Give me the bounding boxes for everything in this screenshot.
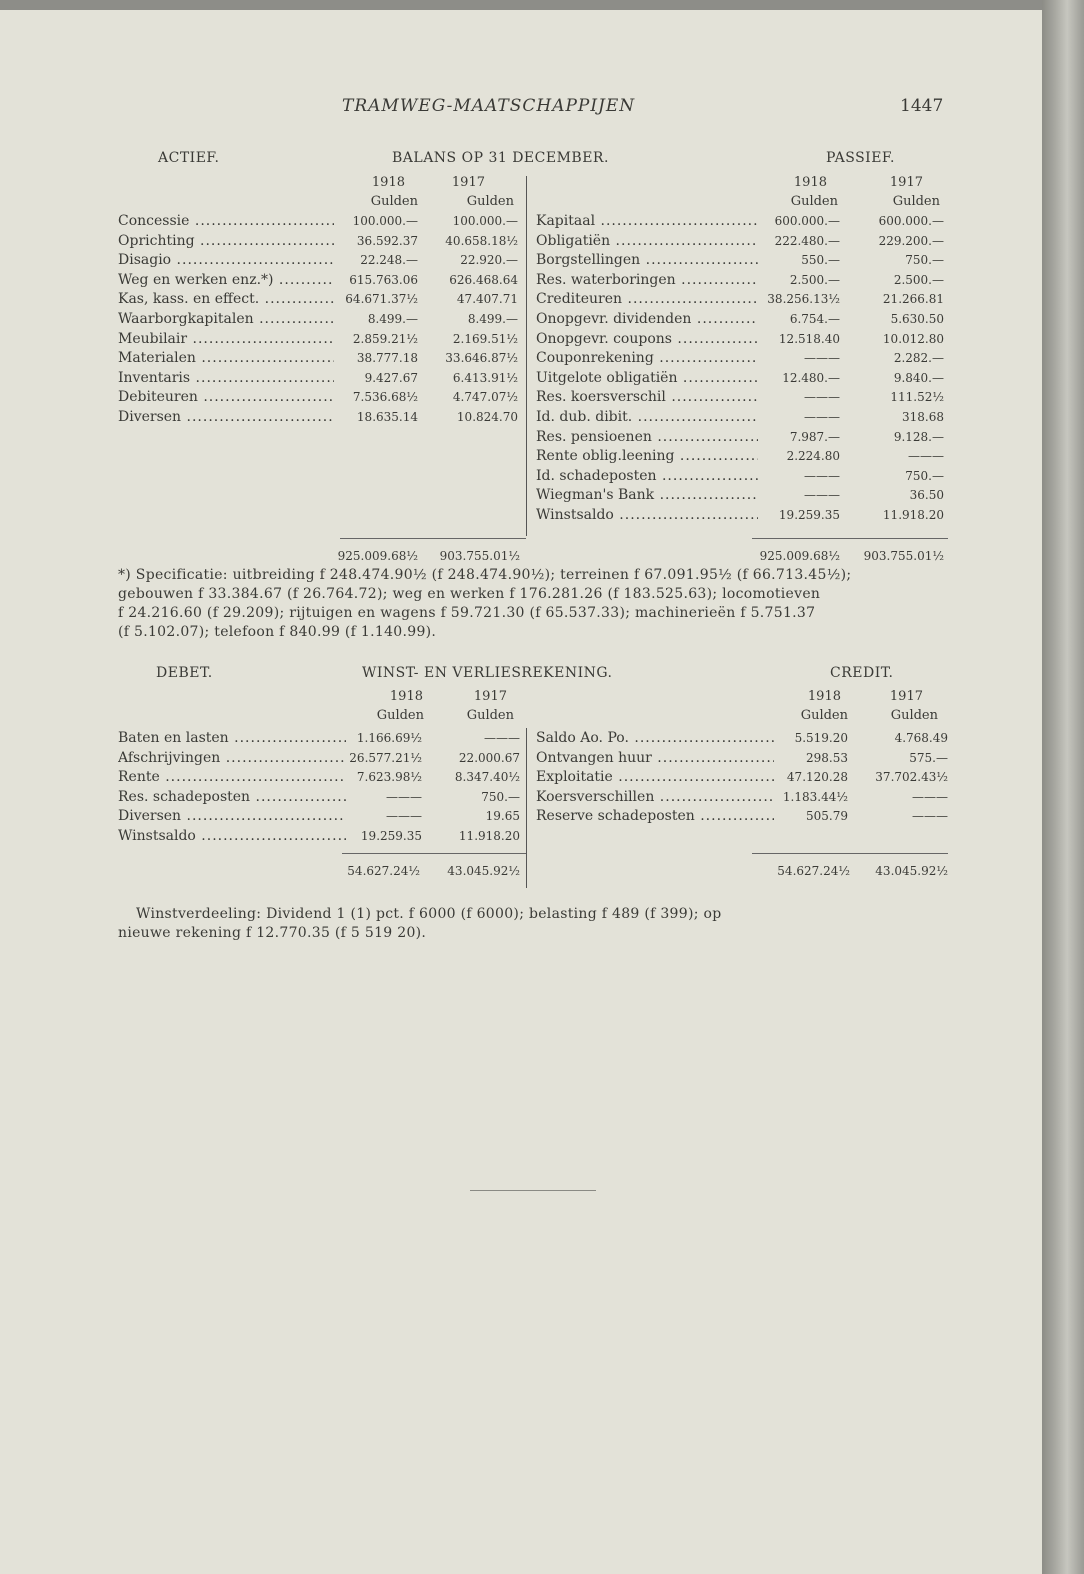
liability-label xyxy=(536,387,758,407)
asset-label-text: Diversen xyxy=(118,409,182,425)
liab-total-rule xyxy=(752,538,948,539)
liab-unit-1918: Gulden xyxy=(790,194,838,209)
credit-total-1918: 54.627.24½ xyxy=(777,864,850,878)
closing-rule xyxy=(470,1190,596,1191)
debit-value-1918: 7.623.98½ xyxy=(356,770,422,785)
credit-row xyxy=(536,787,948,807)
liability-value-1917: 2.282.— xyxy=(893,351,944,366)
liability-label-text: Crediteuren xyxy=(536,291,623,308)
credit-label-text: Saldo Ao. Po. xyxy=(536,730,629,746)
credit-value-1918: 1.183.44½ xyxy=(782,789,848,804)
liability-value-1918: ——— xyxy=(804,410,840,424)
liability-label-text: Onopgevr. dividenden xyxy=(536,311,692,327)
liability-label-text: Obligatiën xyxy=(536,232,611,249)
assets-unit-1918: Gulden xyxy=(370,194,418,209)
credit-heading: CREDIT. xyxy=(830,665,894,681)
liability-label xyxy=(536,211,758,231)
liability-label-text: Onopgevr. coupons xyxy=(536,330,672,347)
asset-value-1918: 8.499.— xyxy=(367,312,418,326)
asset-value-1918: 100.000.— xyxy=(352,214,418,228)
credit-total-rule xyxy=(752,853,948,854)
assets-total-rule xyxy=(340,538,526,539)
liability-label xyxy=(536,309,758,329)
asset-row xyxy=(118,289,518,309)
liability-value-1917: ——— xyxy=(908,449,944,464)
liability-value-1917: 750.— xyxy=(905,253,944,268)
debit-label-text: Res. schadeposten xyxy=(118,788,251,805)
liability-row xyxy=(536,427,946,447)
asset-label-text: Waarborgkapitalen xyxy=(118,311,254,327)
credit-year-1918: 1918 xyxy=(807,689,841,704)
asset-label-text: Debiteuren xyxy=(118,389,198,406)
credit-row xyxy=(536,767,948,787)
liability-row xyxy=(536,348,946,368)
distribution-line: nieuwe rekening f 12.770.35 (f 5 519 20). xyxy=(118,925,427,941)
asset-value-1917: 100.000.— xyxy=(452,214,518,228)
liability-value-1917: 9.128.— xyxy=(893,429,944,444)
liability-value-1917: 11.918.20 xyxy=(882,508,944,522)
liability-row xyxy=(536,466,946,486)
asset-value-1917: 33.646.87½ xyxy=(445,351,518,366)
liability-value-1917: 10.012.80 xyxy=(882,331,944,346)
asset-value-1917: 8.499.— xyxy=(467,312,518,326)
debit-unit-1917: Gulden xyxy=(466,708,514,723)
liability-value-1918: ——— xyxy=(804,390,840,405)
debit-label-text: Rente xyxy=(118,769,160,786)
footnote-line: (f 5.102.07); telefoon f 840.99 (f 1.140.99). xyxy=(118,624,437,640)
balance-divider xyxy=(526,176,527,536)
asset-value-1917: 10.824.70 xyxy=(456,410,518,424)
debit-label xyxy=(118,826,346,846)
asset-value-1918: 7.536.68½ xyxy=(352,390,418,405)
asset-value-1917: 2.169.51½ xyxy=(452,331,518,346)
debit-row xyxy=(118,787,522,807)
debit-value-1917: 11.918.20 xyxy=(458,829,520,843)
liability-row xyxy=(536,485,946,505)
debit-total-1918: 54.627.24½ xyxy=(347,864,420,878)
liability-label xyxy=(536,289,758,309)
asset-label-text: Oprichting xyxy=(118,232,195,249)
credit-value-1918: 505.79 xyxy=(806,809,848,824)
profit-distribution xyxy=(118,905,948,943)
liability-row xyxy=(536,250,946,270)
asset-value-1917: 4.747.07½ xyxy=(452,390,518,405)
credit-row xyxy=(536,748,948,768)
liability-value-1917: 9.840.— xyxy=(893,370,944,385)
asset-row xyxy=(118,407,518,427)
liability-label xyxy=(536,485,758,505)
assets-total-1918: 925.009.68½ xyxy=(337,549,418,563)
liability-value-1918: 550.— xyxy=(801,253,840,268)
liability-row xyxy=(536,407,946,427)
credit-row xyxy=(536,728,948,748)
footnote-line: *) Specificatie: uitbreiding f 248.474.90½ (f 248.474.90½); terreinen f 67.091.95½ (f 66.713.45½); xyxy=(118,567,852,583)
credit-row xyxy=(536,806,948,826)
page-number: 1447 xyxy=(900,96,944,116)
liability-value-1917: 21.266.81 xyxy=(882,292,944,307)
assets-year-1917: 1917 xyxy=(451,175,485,190)
pnl-divider xyxy=(526,728,527,888)
assets-total-1917: 903.755.01½ xyxy=(439,549,520,563)
balance-title: BALANS OP 31 DECEMBER. xyxy=(392,150,609,166)
credit-unit-1917: Gulden xyxy=(890,708,938,723)
debit-value-1918: ——— xyxy=(386,789,422,804)
debit-value-1917: 8.347.40½ xyxy=(454,770,520,785)
credit-unit-1918: Gulden xyxy=(800,708,848,723)
debet-heading: DEBET. xyxy=(156,665,213,681)
debit-unit-1918: Gulden xyxy=(376,708,424,723)
liab-total-1917: 903.755.01½ xyxy=(863,549,944,563)
asset-value-1918: 615.763.06 xyxy=(349,272,418,287)
credit-value-1917: 4.768.49 xyxy=(894,731,948,745)
asset-row xyxy=(118,270,518,290)
liability-label xyxy=(536,231,758,251)
asset-value-1918: 64.671.37½ xyxy=(345,292,418,307)
credit-value-1918: 47.120.28 xyxy=(786,770,848,785)
liability-value-1918: 2.500.— xyxy=(789,272,840,287)
debit-total-1917: 43.045.92½ xyxy=(447,864,520,878)
credit-value-1917: ——— xyxy=(912,809,948,824)
credit-label-text: Reserve schadeposten xyxy=(536,808,695,825)
debit-label-text: Baten en lasten xyxy=(118,730,229,746)
credit-label-text: Ontvangen huur xyxy=(536,749,652,766)
liab-total-1918: 925.009.68½ xyxy=(759,549,840,563)
asset-value-1918: 2.859.21½ xyxy=(352,331,418,346)
liability-value-1918: 600.000.— xyxy=(774,214,840,228)
liability-label xyxy=(536,270,758,290)
liability-value-1918: 6.754.— xyxy=(789,312,840,326)
asset-row xyxy=(118,387,518,407)
liability-label-text: Res. pensioenen xyxy=(536,428,652,445)
liability-value-1918: ——— xyxy=(804,351,840,366)
liability-value-1917: 111.52½ xyxy=(890,390,944,405)
debit-value-1918: 1.166.69½ xyxy=(356,731,422,745)
asset-label-text: Inventaris xyxy=(118,369,191,386)
liability-value-1918: 12.480.— xyxy=(782,370,840,385)
debit-label xyxy=(118,748,346,768)
liability-value-1918: 38.256.13½ xyxy=(767,292,840,307)
liability-label-text: Id. dub. dibit. xyxy=(536,409,633,425)
asset-value-1917: 47.407.71 xyxy=(456,292,518,307)
debit-value-1917: 19.65 xyxy=(485,809,520,824)
credit-label-text: Exploitatie xyxy=(536,769,613,786)
asset-row xyxy=(118,211,518,231)
liability-value-1918: ——— xyxy=(804,468,840,483)
asset-row xyxy=(118,348,518,368)
pnl-title: WINST- EN VERLIESREKENING. xyxy=(362,665,613,681)
liability-row xyxy=(536,505,946,525)
liability-label xyxy=(536,446,758,466)
debit-total-rule xyxy=(342,853,526,854)
liability-value-1918: 2.224.80 xyxy=(786,449,840,464)
asset-value-1917: 40.658.18½ xyxy=(445,233,518,248)
liability-value-1918: 12.518.40 xyxy=(778,331,840,346)
footnote-line: gebouwen f 33.384.67 (f 26.764.72); weg en werken f 176.281.26 (f 183.525.63); locomotieven xyxy=(118,586,821,602)
asset-value-1918: 36.592.37 xyxy=(356,233,418,248)
liability-value-1917: 318.68 xyxy=(902,410,944,424)
debit-value-1917: 22.000.67 xyxy=(458,750,520,765)
credit-value-1918: 5.519.20 xyxy=(794,731,848,745)
liability-value-1917: 229.200.— xyxy=(878,233,944,248)
liability-row xyxy=(536,446,946,466)
liability-label-text: Res. waterboringen xyxy=(536,271,676,288)
asset-row xyxy=(118,309,518,329)
debit-label-text: Winstsaldo xyxy=(118,828,196,844)
asset-label-text: Meubilair xyxy=(118,330,188,347)
asset-label-text: Disagio xyxy=(118,252,172,269)
liability-label-text: Borgstellingen xyxy=(536,252,641,269)
liability-label-text: Kapitaal xyxy=(536,213,596,229)
liability-label xyxy=(536,407,758,427)
asset-label-text: Weg en werken enz.*) xyxy=(118,271,274,288)
asset-value-1918: 38.777.18 xyxy=(356,351,418,366)
debit-value-1918: ——— xyxy=(386,809,422,824)
credit-value-1917: 575.— xyxy=(909,750,948,765)
liability-label xyxy=(536,427,758,447)
debit-label-text: Afschrijvingen xyxy=(118,749,221,766)
liability-value-1917: 750.— xyxy=(905,468,944,483)
debit-label-text: Diversen xyxy=(118,808,182,825)
debit-label xyxy=(118,787,346,807)
liability-value-1917: 600.000.— xyxy=(878,214,944,228)
asset-label-text: Materialen xyxy=(118,350,196,367)
asset-row xyxy=(118,329,518,349)
liability-value-1918: 7.987.— xyxy=(789,429,840,444)
liability-value-1917: 2.500.— xyxy=(893,272,944,287)
asset-value-1918: 9.427.67 xyxy=(364,370,418,385)
debit-row xyxy=(118,826,522,846)
credit-year-1917: 1917 xyxy=(889,689,923,704)
liability-label-text: Winstsaldo xyxy=(536,507,614,523)
asset-row xyxy=(118,231,518,251)
liability-label-text: Rente oblig.leening xyxy=(536,448,675,465)
debit-value-1918: 26.577.21½ xyxy=(349,750,422,765)
asset-value-1918: 22.248.— xyxy=(360,253,418,268)
liability-label xyxy=(536,329,758,349)
asset-row xyxy=(118,368,518,388)
debit-year-1917: 1917 xyxy=(473,689,507,704)
credit-total-1917: 43.045.92½ xyxy=(875,864,948,878)
asset-row xyxy=(118,250,518,270)
debit-label xyxy=(118,767,346,787)
liab-year-1918: 1918 xyxy=(793,175,827,190)
liability-value-1918: ——— xyxy=(804,488,840,503)
debit-label xyxy=(118,806,346,826)
passief-heading: PASSIEF. xyxy=(826,150,895,166)
debit-row xyxy=(118,748,522,768)
actief-heading: ACTIEF. xyxy=(158,150,220,166)
debit-value-1917: ——— xyxy=(484,731,520,745)
assets-unit-1917: Gulden xyxy=(466,194,514,209)
liability-label xyxy=(536,348,758,368)
liability-label xyxy=(536,505,758,525)
distribution-line: Winstverdeeling: Dividend 1 (1) pct. f 6000 (f 6000); belasting f 489 (f 399); op xyxy=(136,906,722,922)
liability-label-text: Uitgelote obligatiën xyxy=(536,369,678,386)
liability-row xyxy=(536,329,946,349)
liability-row xyxy=(536,309,946,329)
liability-label-text: Wiegman's Bank xyxy=(536,487,655,504)
book-edge xyxy=(1042,0,1084,1574)
liab-unit-1917: Gulden xyxy=(892,194,940,209)
liability-label xyxy=(536,250,758,270)
asset-value-1917: 6.413.91½ xyxy=(452,370,518,385)
liability-label xyxy=(536,466,758,486)
debit-value-1917: 750.— xyxy=(481,789,520,804)
asset-value-1917: 22.920.— xyxy=(460,253,518,268)
liability-label xyxy=(536,368,758,388)
assets-year-1918: 1918 xyxy=(371,175,405,190)
debit-value-1918: 19.259.35 xyxy=(360,829,422,843)
debit-row xyxy=(118,767,522,787)
liability-label-text: Id. schadeposten xyxy=(536,467,657,484)
liability-label-text: Couponrekening xyxy=(536,350,654,367)
liability-row xyxy=(536,211,946,231)
credit-value-1917: 37.702.43½ xyxy=(875,770,948,785)
liability-value-1918: 19.259.35 xyxy=(778,508,840,522)
liability-value-1917: 36.50 xyxy=(909,488,944,503)
liability-value-1917: 5.630.50 xyxy=(890,312,944,326)
credit-label-text: Koersverschillen xyxy=(536,788,655,805)
liability-row xyxy=(536,387,946,407)
liability-row xyxy=(536,231,946,251)
liability-label-text: Res. koersverschil xyxy=(536,389,666,406)
debit-year-1918: 1918 xyxy=(389,689,423,704)
debit-row xyxy=(118,806,522,826)
scan-top-band xyxy=(0,0,1042,10)
liability-row xyxy=(536,289,946,309)
liability-row xyxy=(536,270,946,290)
asset-label-text: Concessie xyxy=(118,213,190,229)
liab-year-1917: 1917 xyxy=(889,175,923,190)
debit-label xyxy=(118,728,346,748)
running-title: TRAMWEG-MAATSCHAPPIJEN xyxy=(342,96,636,116)
footnote-line: f 24.216.60 (f 29.209); rijtuigen en wagens f 59.721.30 (f 65.537.33); machinerieën f 5.751.37 xyxy=(118,605,816,621)
liability-row xyxy=(536,368,946,388)
credit-value-1917: ——— xyxy=(912,789,948,804)
asset-value-1918: 18.635.14 xyxy=(356,410,418,424)
credit-value-1918: 298.53 xyxy=(806,750,848,765)
debit-row xyxy=(118,728,522,748)
liability-value-1918: 222.480.— xyxy=(774,233,840,248)
asset-label-text: Kas, kass. en effect. xyxy=(118,291,260,308)
asset-value-1917: 626.468.64 xyxy=(449,272,518,287)
footnote xyxy=(118,566,948,642)
